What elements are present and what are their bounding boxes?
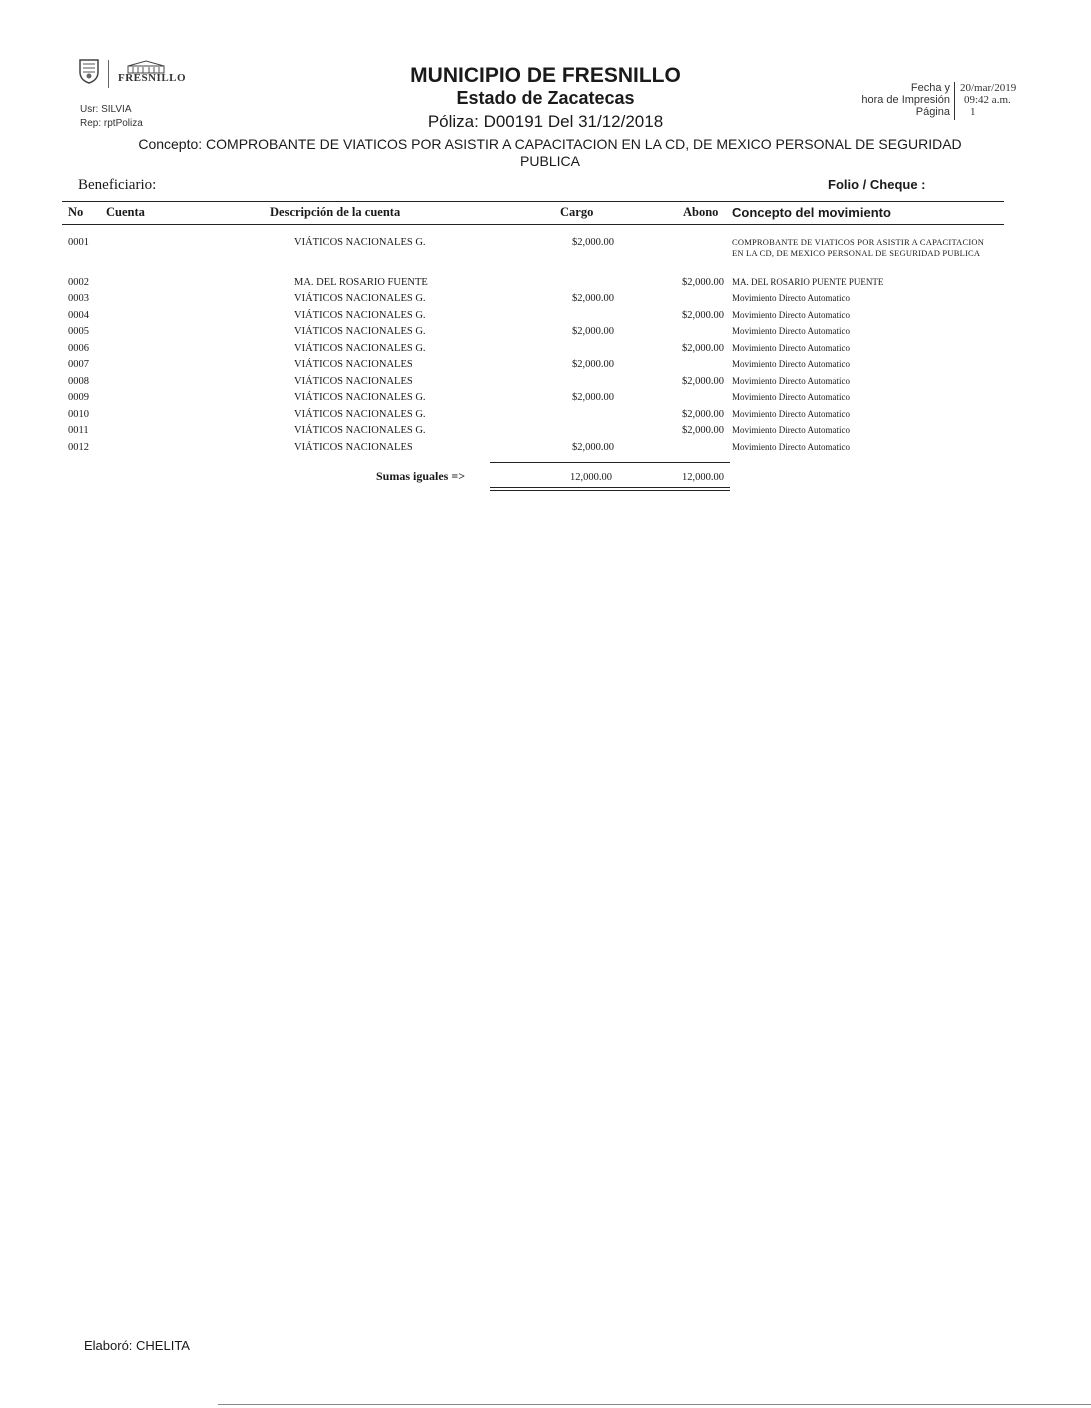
row-abono: $2,000.00	[682, 409, 724, 420]
row-description: VIÁTICOS NACIONALES G.	[294, 343, 426, 354]
print-label-date: Fecha y	[910, 82, 950, 94]
table-row	[62, 392, 1004, 408]
table-row	[62, 409, 1004, 425]
table-row	[62, 237, 1004, 258]
total-cargo: 12,000.00	[570, 472, 612, 483]
row-concepto: Movimiento Directo Automatico	[732, 326, 850, 336]
row-no: 0003	[68, 293, 89, 304]
row-abono: $2,000.00	[682, 376, 724, 387]
print-values	[960, 82, 1016, 118]
print-date: 20/mar/2019	[960, 82, 1017, 94]
concepto-line-2: PUBLICA	[520, 153, 580, 169]
row-no: 0004	[68, 310, 89, 321]
row-abono: $2,000.00	[682, 277, 724, 288]
row-description: VIÁTICOS NACIONALES G.	[294, 310, 426, 321]
row-abono: $2,000.00	[682, 343, 724, 354]
concepto-line-1: Concepto: COMPROBANTE DE VIATICOS POR ASISTIR A CAPACITACION EN LA CD, DE MEXICO PERSONAL DE SEGURIDAD	[138, 136, 962, 152]
elaboro: Elaboró: CHELITA	[84, 1338, 190, 1353]
row-abono: $2,000.00	[682, 425, 724, 436]
row-no: 0009	[68, 392, 89, 403]
folio-label: Folio / Cheque :	[828, 177, 926, 192]
row-no: 0007	[68, 359, 89, 370]
row-concepto: Movimiento Directo Automatico	[732, 359, 850, 369]
header-abono: Abono	[683, 205, 719, 219]
row-concepto: Movimiento Directo Automatico	[732, 409, 850, 419]
beneficiario-label: Beneficiario:	[78, 177, 157, 193]
footer-rule	[218, 1404, 1091, 1405]
table-row	[62, 326, 1004, 342]
row-concepto: Movimiento Directo Automatico	[732, 442, 850, 452]
print-time: 09:42 a.m.	[964, 94, 1011, 106]
table-row	[62, 376, 1004, 392]
row-no: 0002	[68, 277, 89, 288]
table-top-rule	[62, 201, 1004, 202]
row-concepto: Movimiento Directo Automatico	[732, 392, 850, 402]
header-cuenta: Cuenta	[106, 205, 145, 219]
row-concepto: MA. DEL ROSARIO PUENTE PUENTE	[732, 277, 884, 287]
row-description: VIÁTICOS NACIONALES	[294, 359, 413, 370]
row-description: VIÁTICOS NACIONALES	[294, 376, 413, 387]
row-description: VIÁTICOS NACIONALES G.	[294, 293, 426, 304]
totals-bottom-rule	[490, 487, 730, 488]
total-abono: 12,000.00	[682, 472, 724, 483]
row-no: 0011	[68, 425, 89, 436]
row-no: 0006	[68, 343, 89, 354]
row-description: VIÁTICOS NACIONALES G.	[294, 392, 426, 403]
row-no: 0005	[68, 326, 89, 337]
row-no: 0012	[68, 442, 89, 453]
report-line: Rep: rptPoliza	[80, 118, 143, 129]
header-cargo: Cargo	[560, 205, 594, 219]
print-labels	[840, 82, 950, 118]
row-description: VIÁTICOS NACIONALES	[294, 442, 413, 453]
row-description: VIÁTICOS NACIONALES G.	[294, 326, 426, 337]
row-description: VIÁTICOS NACIONALES G.	[294, 409, 426, 420]
row-cargo: $2,000.00	[572, 392, 614, 403]
row-cargo: $2,000.00	[572, 326, 614, 337]
table-row	[62, 442, 1004, 458]
row-concepto: Movimiento Directo Automatico	[732, 343, 850, 353]
header-concepto: Concepto del movimiento	[732, 205, 891, 220]
row-cargo: $2,000.00	[572, 359, 614, 370]
user-line: Usr: SILVIA	[80, 104, 132, 115]
poliza-line: Póliza: D00191 Del 31/12/2018	[427, 112, 664, 131]
concepto	[100, 136, 1000, 170]
row-concepto: Movimiento Directo Automatico	[732, 425, 850, 435]
print-separator	[954, 82, 955, 120]
row-description: VIÁTICOS NACIONALES G.	[294, 425, 426, 436]
table-row	[62, 343, 1004, 359]
table-row	[62, 277, 1004, 293]
table-row	[62, 425, 1004, 441]
header-no: No	[68, 205, 84, 219]
row-description: VIÁTICOS NACIONALES G.	[294, 237, 426, 248]
row-no: 0008	[68, 376, 89, 387]
row-concepto: Movimiento Directo Automatico	[732, 376, 850, 386]
row-concepto: Movimiento Directo Automatico	[732, 310, 850, 320]
totals-top-rule	[490, 462, 730, 463]
totals-label: Sumas iguales =>	[376, 469, 466, 483]
page-title: MUNICIPIO DE FRESNILLO	[410, 64, 681, 87]
row-cargo: $2,000.00	[572, 442, 614, 453]
row-no: 0001	[68, 237, 89, 248]
print-label-time: hora de Impresión	[861, 94, 950, 106]
header-descripcion: Descripción de la cuenta	[270, 205, 401, 219]
totals-bottom-rule-double	[490, 490, 730, 491]
page-number: 1	[970, 106, 976, 118]
table-header-rule	[62, 224, 1004, 225]
table-row	[62, 310, 1004, 326]
row-description: MA. DEL ROSARIO FUENTE	[294, 277, 428, 288]
row-cargo: $2,000.00	[572, 293, 614, 304]
print-label-page: Página	[915, 106, 950, 118]
logo-text: FRESNILLO	[118, 72, 187, 84]
row-no: 0010	[68, 409, 89, 420]
row-concepto: COMPROBANTE DE VIATICOS POR ASISTIR A CAPACITACION EN LA CD, DE MEXICO PERSONAL DE SEGURIDAD PUBLICA	[732, 237, 985, 258]
row-concepto: Movimiento Directo Automatico	[732, 293, 850, 303]
table-row	[62, 293, 1004, 309]
state-subtitle: Estado de Zacatecas	[456, 88, 635, 108]
row-abono: $2,000.00	[682, 310, 724, 321]
row-cargo: $2,000.00	[572, 237, 614, 248]
table-row	[62, 359, 1004, 375]
